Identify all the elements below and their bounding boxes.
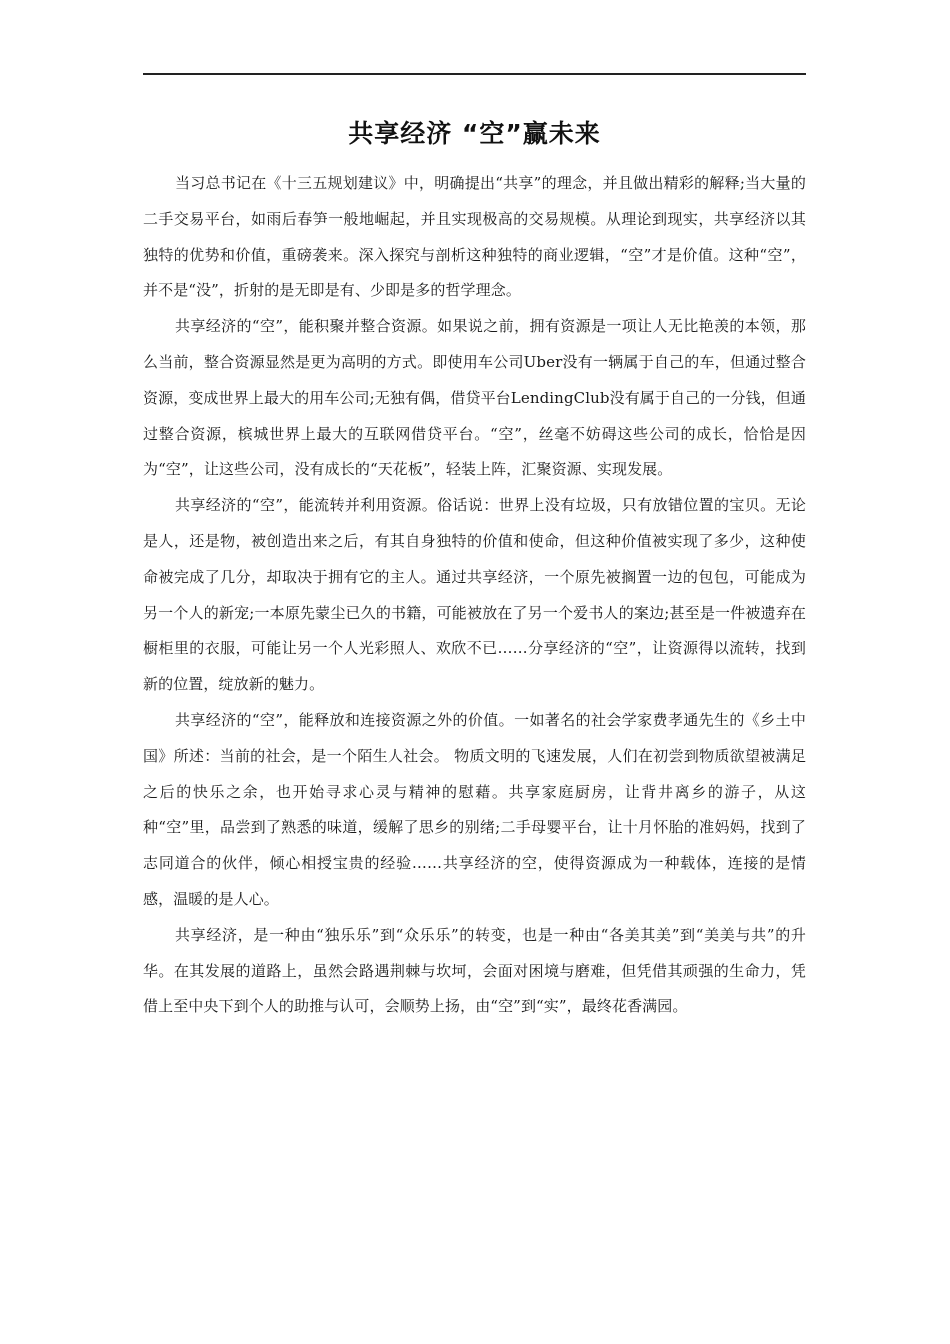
paragraph-1: 当习总书记在《十三五规划建议》中，明确提出“共享”的理念，并且做出精彩的解释;当大量的二手交易平台，如雨后春笋一般地崛起，并且实现极高的交易规模。从理论到现实，共享经济以其独特的优势和价值，重磅袭来。深入探究与剖析这种独特的商业逻辑，“空”才是价值。这种“空”，并不是“没”，折射的是无即是有、少即是多的哲学理念。 [143, 174, 806, 300]
document-title: 共享经济 “空”赢未来 [348, 119, 601, 148]
header-rule [143, 73, 806, 75]
paragraph-4: 共享经济的“空”，能释放和连接资源之外的价值。一如著名的社会学家费孝通先生的《乡土中国》所述：当前的社会，是一个陌生人社会。 物质文明的飞速发展，人们在初尝到物质欲望被满足之后的快乐之余，也开始寻求心灵与精神的慰藉。共享家庭厨房，让背井离乡的游子，从这种“空”里，品尝到了熟悉的味道，缓解了思乡的别绪;二手母婴平台，让十月怀胎的准妈妈，找到了志同道合的伙伴，倾心相授宝贵的经验……共享经济的空，使得资源成为一种载体，连接的是情感，温暖的是人心。 [143, 710, 806, 908]
paragraph-3: 共享经济的“空”，能流转并利用资源。俗话说：世界上没有垃圾，只有放错位置的宝贝。无论是人，还是物，被创造出来之后，有其自身独特的价值和使命，但这种价值被实现了多少，这种使命被完成了几分，却取决于拥有它的主人。通过共享经济，一个原先被搁置一边的包包，可能成为另一个人的新宠;一本原先蒙尘已久的书籍，可能被放在了另一个爱书人的案边;甚至是一件被遗弃在橱柜里的衣服，可能让另一个人光彩照人、欢欣不已……分享经济的“空”，让资源得以流转，找到新的位置，绽放新的魅力。 [143, 496, 806, 694]
document-body [143, 166, 806, 1025]
paragraph-2: 共享经济的“空”，能积聚并整合资源。如果说之前，拥有资源是一项让人无比艳羡的本领，那么当前，整合资源显然是更为高明的方式。即使用车公司Uber没有一辆属于自己的车，但通过整合资源，变成世界上最大的用车公司;无独有偶，借贷平台LendingClub没有属于自己的一分钱，但通过整合资源，槟城世界上最大的互联网借贷平台。“空”，丝毫不妨碍这些公司的成长，恰恰是因为“空”，让这些公司，没有成长的“天花板”，轻装上阵，汇聚资源、实现发展。 [143, 317, 806, 479]
paragraph-5: 共享经济，是一种由“独乐乐”到“众乐乐”的转变，也是一种由“各美其美”到“美美与共”的升华。在其发展的道路上，虽然会路遇荆棘与坎坷，会面对困境与磨难，但凭借其顽强的生命力，凭借上至中央下到个人的助推与认可，会顺势上扬，由“空”到“实”，最终花香满园。 [143, 925, 806, 1016]
